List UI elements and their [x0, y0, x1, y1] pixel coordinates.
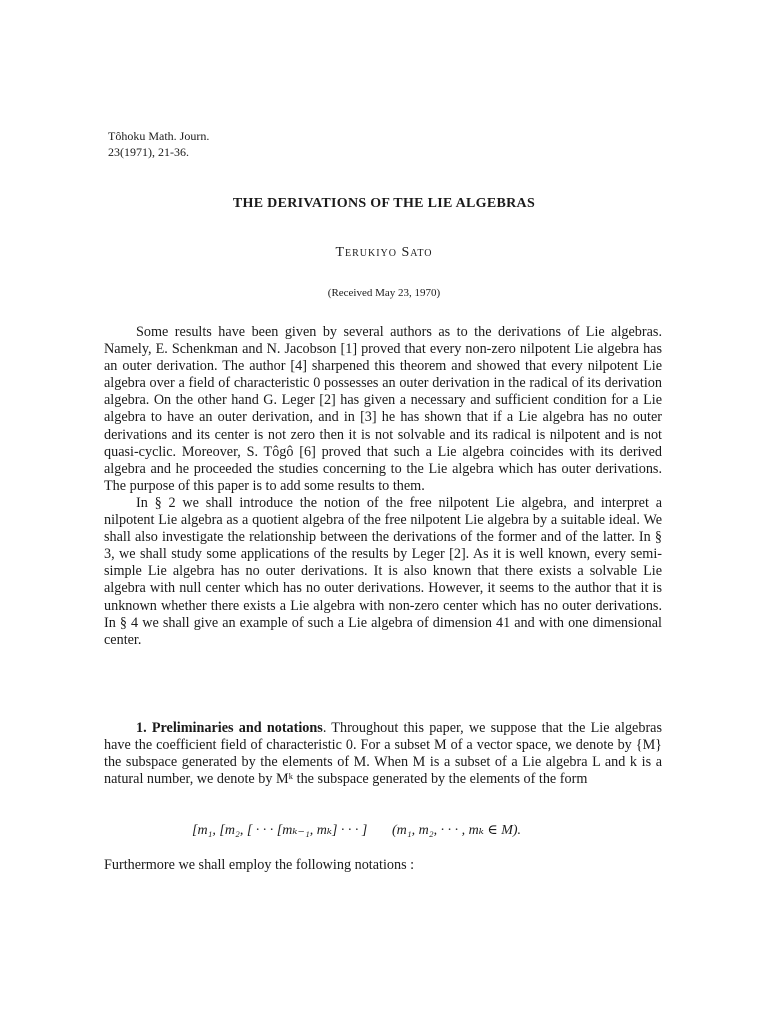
intro-paragraph-2: In § 2 we shall introduce the notion of the free nilpotent Lie algebra, and interpret a nilpotent Lie algebra as a quotient algebra of the free nilpotent Lie algebra by a suitable ideal. We shall also investigate the relationship between the derivations of the former and of the latter. In § 3, we shall study some applications of the results by Leger [2]. As it is well known, every semi-simple Lie algebra has no outer derivations. It is also known that there exists a solvable Lie algebra with null center which has no outer derivations. However, it seems to the author that it is unknown whether there exists a Lie algebra with non-zero center which has no outer derivations. In § 4 we shall give an example of such a Lie algebra of dimension 41 and with one dimensional center.: [104, 494, 662, 648]
journal-volume: 23(1971), 21-36.: [108, 145, 189, 159]
journal-name: Tôhoku Math. Journ.: [108, 129, 210, 143]
received-date: (Received May 23, 1970): [327, 287, 441, 299]
introduction: [104, 324, 662, 649]
section-1-text: . Throughout this paper, we suppose that the Lie algebras have the coefficient field of characteristic 0. For a subset M of a vector space, we denote by {M} the subspace generated by the elements of M. When M is a subset of a Lie algebra L and k is a natural number, we denote by Mᵏ the subspace generated by the elements of the form: [104, 720, 662, 788]
section-1: [104, 720, 662, 788]
paper-author: Terukiyo Sato: [335, 245, 433, 260]
paper-title: THE DERIVATIONS OF THE LIE ALGEBRAS: [232, 196, 536, 211]
intro-paragraph-1: Some results have been given by several authors as to the derivations of Lie algebras. Namely, E. Schenkman and N. Jacobson [1] proved that every non-zero nilpotent Lie algebra has an outer derivation. The author [4] sharpened this theorem and showed that every nilpotent Lie algebra over a field of characteristic 0 possesses an outer derivation in the radical of its derivation algebra. On the other hand G. Leger [2] has given a necessary and sufficient condition for a Lie algebra to have an outer derivation, and in [3] he has shown that if a Lie algebra has no outer derivations and its center is not zero then it is not solvable and its radical is nilpotent and is not quasi-cyclic. Moreover, S. Tôgô [6] proved that such a Lie algebra coincides with its derived algebra and he proceeded the studies concerning to the Lie algebra which has outer derivations. The purpose of this paper is to add some results to them.: [104, 324, 662, 494]
formula-expression: [m₁, [m₂, [ · · · [mₖ₋₁, mₖ] · · · ]: [192, 823, 368, 838]
notation-intro: Furthermore we shall employ the following notations :: [104, 857, 415, 873]
section-1-heading: 1. Preliminaries and notations: [136, 720, 323, 736]
section-1-paragraph: [104, 720, 662, 788]
journal-reference: [108, 128, 209, 160]
formula-condition: (m₁, m₂, · · · , mₖ ∈ M).: [392, 823, 522, 838]
